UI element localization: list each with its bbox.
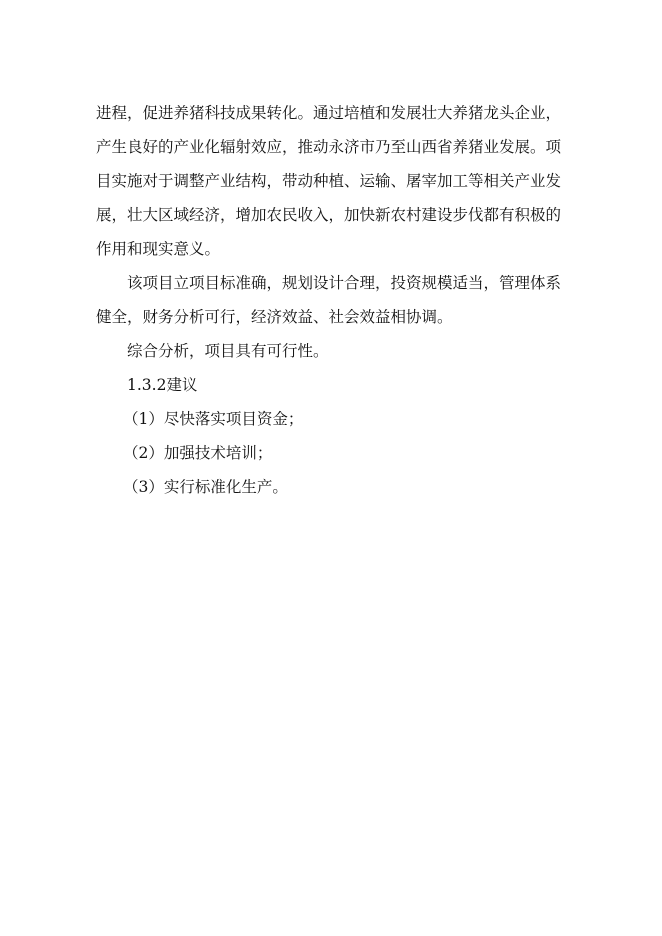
recommendation-item: （2）加强技术培训； (123, 444, 273, 462)
text-line: 目实施对于调整产业结构，带动种植、运输、屠宰加工等相关产业发 (96, 172, 562, 190)
document-body (96, 96, 566, 504)
text-line: 健全，财务分析可行，经济效益、社会效益相协调。 (96, 308, 453, 326)
text-line: 展，壮大区域经济，增加农民收入，加快新农村建设步伐都有积极的 (96, 206, 562, 224)
text-line: 作用和现实意义。 (96, 240, 221, 258)
paragraph-assessment (96, 266, 566, 334)
text-line: 产生良好的产业化辐射效应，推动永济市乃至山西省养猪业发展。项 (96, 138, 562, 156)
paragraph-conclusion (96, 96, 566, 266)
paragraph-feasibility: 综合分析，项目具有可行性。 (127, 342, 329, 360)
text-line: 该项目立项目标准确，规划设计合理，投资规模适当，管理体系 (127, 274, 562, 292)
recommendation-item: （1）尽快落实项目资金； (123, 410, 304, 428)
recommendation-item: （3）实行标准化生产。 (123, 478, 288, 496)
text-line: 进程，促进养猪科技成果转化。通过培植和发展壮大养猪龙头企业， (96, 104, 562, 122)
section-heading: 1.3.2建议 (127, 376, 198, 394)
